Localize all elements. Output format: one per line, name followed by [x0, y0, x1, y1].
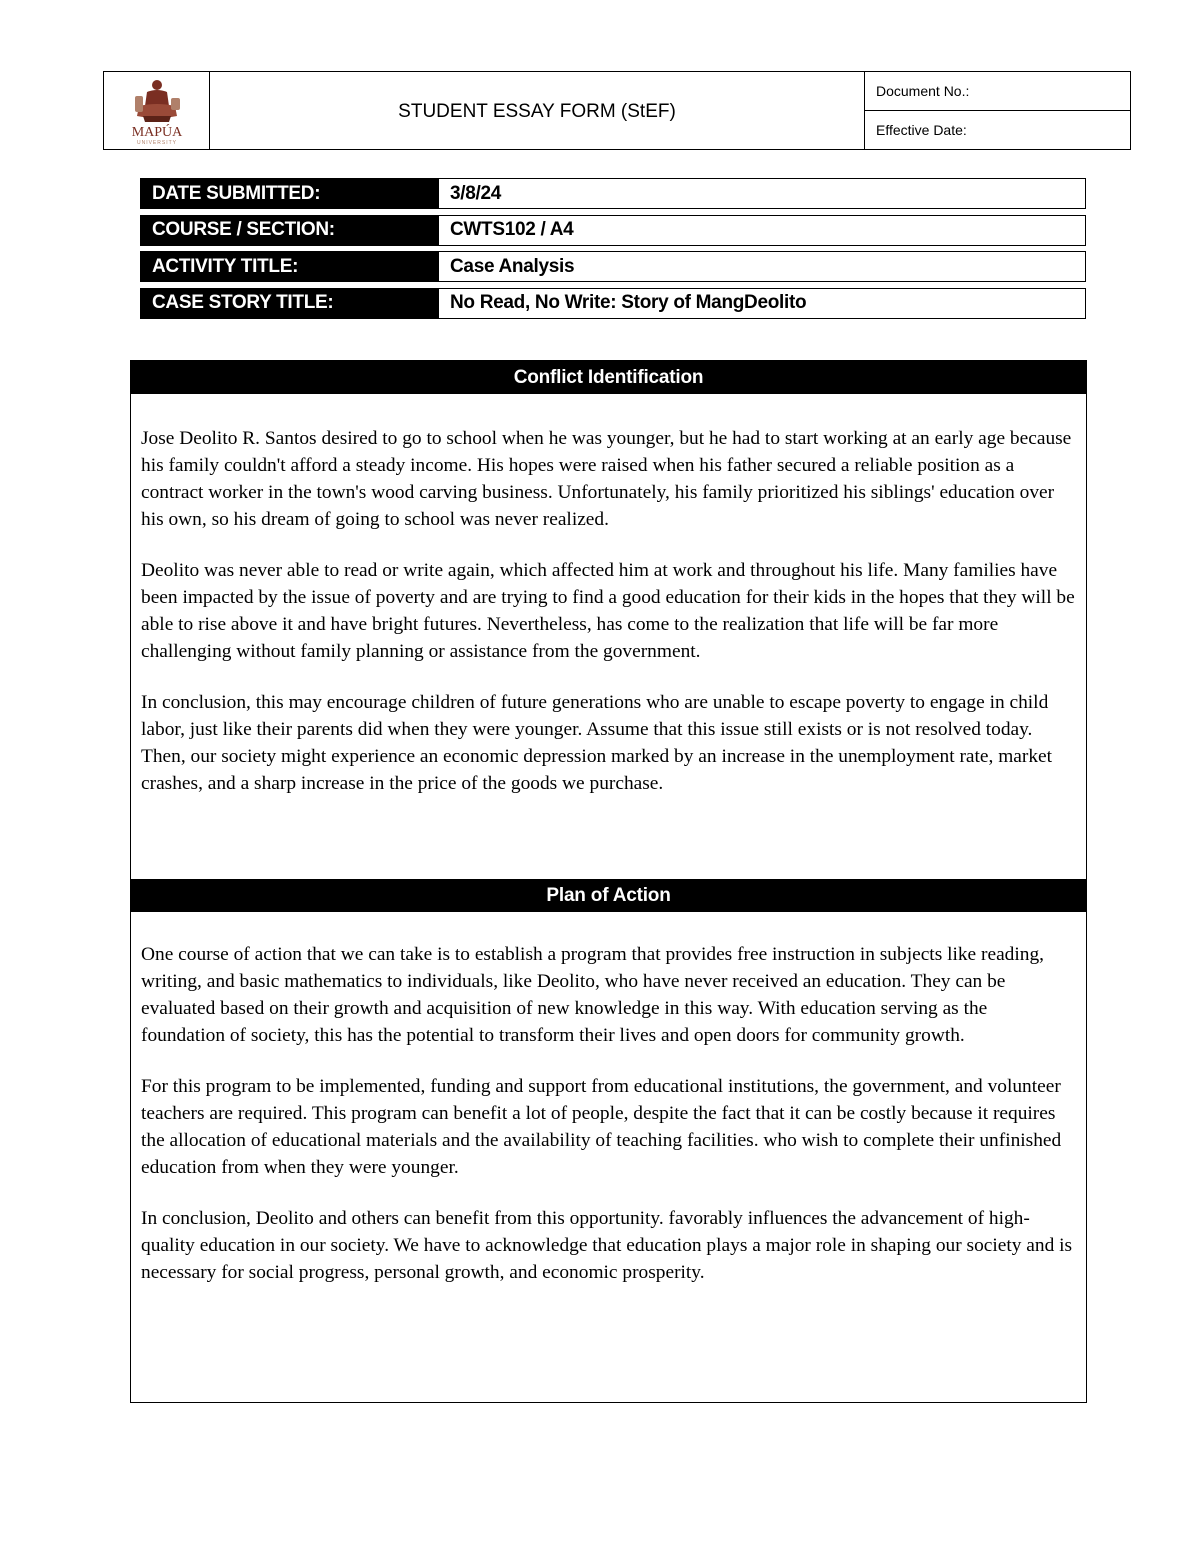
activity-title-row: [140, 251, 1086, 282]
plan-of-action-heading: Plan of Action: [131, 879, 1086, 912]
conflict-identification-body: [131, 394, 1086, 879]
plan-paragraph: In conclusion, Deolito and others can benefit from this opportunity. favorably influences the advancement of high-quality education in our society. We have to acknowledge that education plays a major role in shaping our society and is necessary for social progress, personal growth, and economic prosperity.: [141, 1208, 1073, 1283]
form-title: [210, 72, 865, 149]
date-submitted-label: DATE SUBMITTED:: [140, 178, 439, 209]
document-info: [865, 72, 1130, 149]
case-story-title-row: [140, 288, 1086, 319]
conflict-paragraph: In conclusion, this may encourage children of future generations who are unable to escape poverty to engage in child labor, just like their parents did when they were younger. Assume that this issue still exists or is not resolved today. Then, our society might experience an economic depression marked by an increase in the unemployment rate, market crashes, and a sharp increase in the price of the goods we purchase.: [141, 692, 1053, 794]
logo-cell: [104, 72, 210, 149]
logo-text: MAPÚA: [131, 124, 182, 140]
university-logo-icon: [125, 76, 189, 146]
course-section-label: COURSE / SECTION:: [140, 215, 439, 246]
effective-date-label: Effective Date:: [876, 122, 967, 138]
activity-title-value: Case Analysis: [439, 251, 1086, 282]
conflict-paragraph: Deolito was never able to read or write again, which affected him at work and throughout his life. Many families have been impacted by the issue of poverty and are trying to find a good education for their kids in the hopes that they will be able to rise above it and have bright futures. Nevertheless, has come to the realization that life will be far more challenging without family planning or assistance from the government.: [141, 560, 1075, 662]
course-section-row: [140, 215, 1086, 246]
activity-title-label: ACTIVITY TITLE:: [140, 251, 439, 282]
case-story-title-value: No Read, No Write: Story of MangDeolito: [439, 288, 1086, 319]
plan-of-action-body: [131, 912, 1086, 1286]
form-title-text: STUDENT ESSAY FORM (StEF): [398, 100, 676, 122]
document-no-label: Document No.:: [876, 83, 970, 99]
date-submitted-row: [140, 178, 1086, 209]
course-section-value: CWTS102 / A4: [439, 215, 1086, 246]
plan-paragraph: One course of action that we can take is to establish a program that provides free instruction in subjects like reading, writing, and basic mathematics to individuals, like Deolito, who have never received an education. They can be evaluated based on their growth and acquisition of new knowledge in this way. With education serving as the foundation of society, this has the potential to transform their lives and open doors for community growth.: [141, 944, 1044, 1046]
submission-info-table: [140, 178, 1086, 324]
plan-paragraph: For this program to be implemented, funding and support from educational institutions, the government, and volunteer teachers are required. This program can benefit a lot of people, despite the fact that it can be costly because it requires the allocation of educational materials and the availability of teaching facilities. who wish to complete their unfinished education from when they were younger.: [141, 1076, 1062, 1178]
form-header: [103, 71, 1131, 150]
conflict-identification-heading: Conflict Identification: [131, 361, 1086, 394]
document-no-field: [865, 72, 1130, 110]
logo-subtext: UNIVERSITY: [136, 139, 177, 146]
conflict-paragraph: Jose Deolito R. Santos desired to go to school when he was younger, but he had to start working at an early age because his family couldn't afford a steady income. His hopes were raised when his father secured a reliable position as a contract worker in the town's wood carving business. Unfortunately, his family prioritized his siblings' education over his own, so his dream of going to school was never realized.: [141, 428, 1072, 530]
date-submitted-value: 3/8/24: [439, 178, 1086, 209]
essay-box: [130, 360, 1087, 1403]
effective-date-field: [865, 110, 1130, 149]
case-story-title-label: CASE STORY TITLE:: [140, 288, 439, 319]
